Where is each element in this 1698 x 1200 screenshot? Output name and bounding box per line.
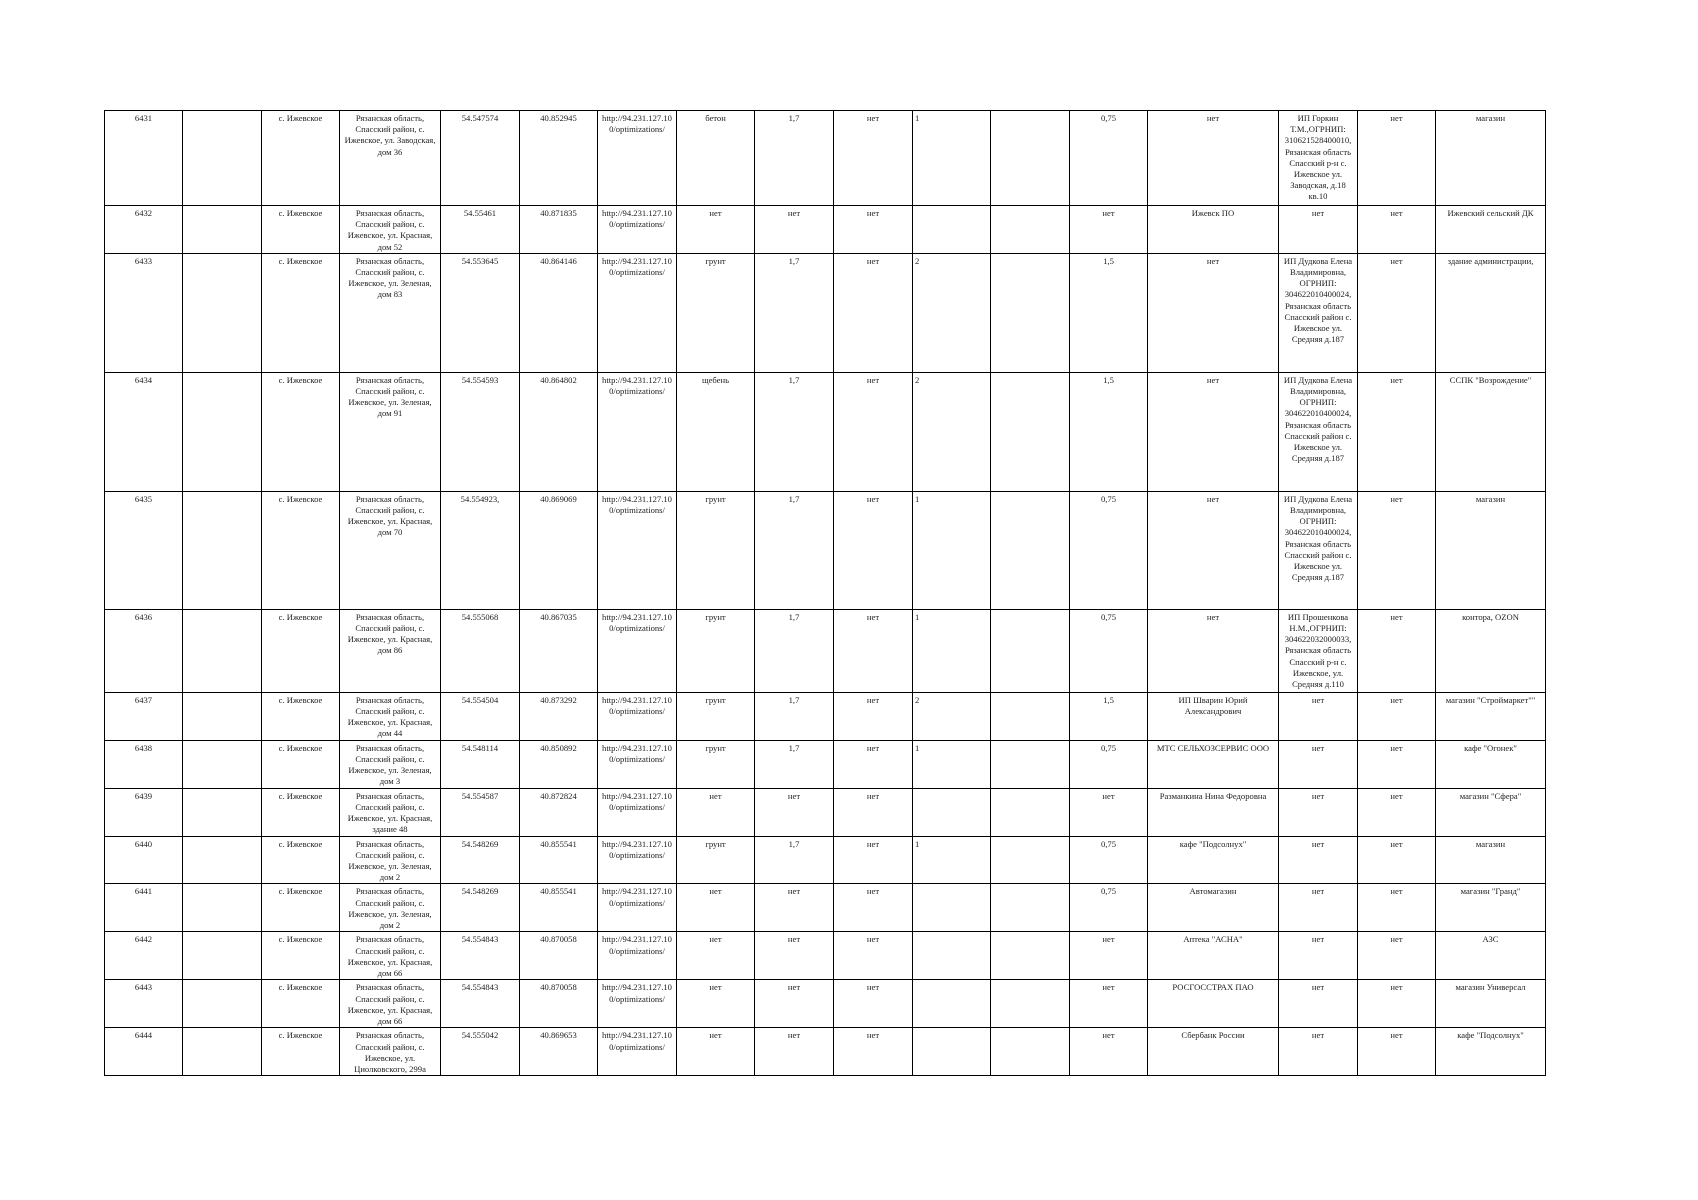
cell-id: 6440: [105, 836, 183, 884]
cell-address: Рязанская область, Спасский район, с. Ижевское, ул. Зеленая, дом 2: [340, 884, 441, 932]
cell-c1: [183, 932, 262, 980]
cell-c1: [183, 609, 262, 692]
cell-roof: нет: [834, 206, 913, 254]
cell-owner: нет: [1279, 740, 1358, 788]
cell-address: Рязанская область, Спасский район, с. Ижевское, ул. Красная, здание 48: [340, 788, 441, 836]
cell-c10: [991, 932, 1070, 980]
cell-c1: [183, 111, 262, 206]
cell-village: с. Ижевское: [262, 980, 340, 1028]
cell-owner: нет: [1279, 932, 1358, 980]
cell-count: 2: [913, 372, 991, 491]
cell-extra: нет: [1358, 980, 1436, 1028]
table-row: [105, 1028, 1546, 1076]
cell-owner: ИП Дудкова Елена Владимировна, ОГРНИП: 304622010400024, Рязанская область Спасский район с. Ижевское ул. Средняя д.187: [1279, 253, 1358, 372]
cell-area: 1,7: [755, 111, 834, 206]
cell-address: Рязанская область, Спасский район, с. Ижевское, ул. Красная, дом 52: [340, 206, 441, 254]
cell-lat: 54.553645: [441, 253, 520, 372]
cell-surface: бетон: [677, 111, 755, 206]
cell-roof: нет: [834, 1028, 913, 1076]
cell-count: 2: [913, 253, 991, 372]
cell-owner: нет: [1279, 206, 1358, 254]
cell-lon: 40.855541: [520, 836, 598, 884]
cell-extra: нет: [1358, 692, 1436, 740]
table-row: [105, 692, 1546, 740]
table-row: [105, 609, 1546, 692]
cell-volume: 0,75: [1070, 609, 1148, 692]
cell-address: Рязанская область, Спасский район, с. Ижевское, ул. Зеленая, дом 91: [340, 372, 441, 491]
cell-count: 1: [913, 740, 991, 788]
cell-lat: 54.554843: [441, 980, 520, 1028]
cell-separate: РОСГОССТРАХ ПАО: [1148, 980, 1279, 1028]
cell-area: 1,7: [755, 253, 834, 372]
cell-surface: грунт: [677, 609, 755, 692]
cell-lat: 54.547574: [441, 111, 520, 206]
cell-village: с. Ижевское: [262, 692, 340, 740]
cell-count: [913, 884, 991, 932]
cell-separate: Разманкина Нина Федоровна: [1148, 788, 1279, 836]
cell-separate: нет: [1148, 111, 1279, 206]
cell-address: Рязанская область, Спасский район, с. Ижевское, ул. Зеленая, дом 2: [340, 836, 441, 884]
cell-address: Рязанская область, Спасский район, с. Ижевское, ул. Красная, дом 66: [340, 932, 441, 980]
cell-lon: 40.870058: [520, 980, 598, 1028]
cell-owner: нет: [1279, 836, 1358, 884]
cell-id: 6438: [105, 740, 183, 788]
cell-village: с. Ижевское: [262, 111, 340, 206]
cell-id: 6434: [105, 372, 183, 491]
cell-lon: 40.873292: [520, 692, 598, 740]
cell-separate: кафе "Подсолнух": [1148, 836, 1279, 884]
cell-url: http://94.231.127.100/optimizations/: [598, 932, 677, 980]
cell-lat: 54.554587: [441, 788, 520, 836]
cell-count: 2: [913, 692, 991, 740]
cell-roof: нет: [834, 788, 913, 836]
cell-surface: грунт: [677, 740, 755, 788]
cell-url: http://94.231.127.100/optimizations/: [598, 836, 677, 884]
cell-url: http://94.231.127.100/optimizations/: [598, 740, 677, 788]
cell-volume: 0,75: [1070, 740, 1148, 788]
cell-count: [913, 788, 991, 836]
cell-c1: [183, 692, 262, 740]
cell-village: с. Ижевское: [262, 740, 340, 788]
table-row: [105, 884, 1546, 932]
cell-roof: нет: [834, 253, 913, 372]
cell-source: магазин: [1436, 111, 1546, 206]
cell-owner: ИП Дудкова Елена Владимировна, ОГРНИП: 304622010400024, Рязанская область Спасский район с. Ижевское ул. Средняя д.187: [1279, 372, 1358, 491]
cell-lat: 54.554504: [441, 692, 520, 740]
cell-volume: 0,75: [1070, 111, 1148, 206]
cell-c10: [991, 253, 1070, 372]
cell-lon: 40.852945: [520, 111, 598, 206]
cell-c1: [183, 884, 262, 932]
cell-area: нет: [755, 1028, 834, 1076]
cell-extra: нет: [1358, 884, 1436, 932]
table-row: [105, 372, 1546, 491]
table-row: [105, 980, 1546, 1028]
table-row: [105, 740, 1546, 788]
cell-roof: нет: [834, 692, 913, 740]
cell-lat: 54.548114: [441, 740, 520, 788]
cell-extra: нет: [1358, 609, 1436, 692]
cell-extra: нет: [1358, 1028, 1436, 1076]
cell-extra: нет: [1358, 932, 1436, 980]
cell-lon: 40.872824: [520, 788, 598, 836]
cell-count: [913, 980, 991, 1028]
cell-surface: грунт: [677, 253, 755, 372]
cell-count: [913, 206, 991, 254]
cell-c10: [991, 836, 1070, 884]
cell-extra: нет: [1358, 740, 1436, 788]
cell-volume: нет: [1070, 1028, 1148, 1076]
cell-separate: нет: [1148, 372, 1279, 491]
cell-source: кафе "Подсолнух": [1436, 1028, 1546, 1076]
cell-address: Рязанская область, Спасский район, с. Ижевское, ул. Циолковского, 299а: [340, 1028, 441, 1076]
cell-lat: 54.55461: [441, 206, 520, 254]
cell-roof: нет: [834, 980, 913, 1028]
cell-source: Ижевский сельский ДК: [1436, 206, 1546, 254]
cell-c1: [183, 740, 262, 788]
cell-lon: 40.869653: [520, 1028, 598, 1076]
cell-url: http://94.231.127.100/optimizations/: [598, 692, 677, 740]
cell-c10: [991, 206, 1070, 254]
cell-volume: 1,5: [1070, 253, 1148, 372]
cell-c1: [183, 836, 262, 884]
cell-c1: [183, 491, 262, 609]
cell-area: 1,7: [755, 491, 834, 609]
cell-id: 6435: [105, 491, 183, 609]
cell-owner: нет: [1279, 980, 1358, 1028]
cell-village: с. Ижевское: [262, 372, 340, 491]
cell-lat: 54.554593: [441, 372, 520, 491]
cell-roof: нет: [834, 609, 913, 692]
cell-c10: [991, 609, 1070, 692]
cell-village: с. Ижевское: [262, 491, 340, 609]
cell-volume: нет: [1070, 206, 1148, 254]
cell-lat: 54.554923,: [441, 491, 520, 609]
cell-surface: нет: [677, 206, 755, 254]
cell-area: 1,7: [755, 836, 834, 884]
cell-c10: [991, 692, 1070, 740]
cell-c10: [991, 111, 1070, 206]
cell-id: 6433: [105, 253, 183, 372]
cell-surface: нет: [677, 980, 755, 1028]
cell-area: нет: [755, 788, 834, 836]
cell-lon: 40.855541: [520, 884, 598, 932]
cell-lon: 40.871835: [520, 206, 598, 254]
cell-extra: нет: [1358, 836, 1436, 884]
table-row: [105, 253, 1546, 372]
cell-id: 6436: [105, 609, 183, 692]
cell-owner: ИП Прошенкова Н.М.,ОГРНИП: 304622032000033, Рязанская область Спасский р-н с. Ижевское, ул. Средняя д.110: [1279, 609, 1358, 692]
cell-count: 1: [913, 491, 991, 609]
cell-c1: [183, 788, 262, 836]
cell-area: нет: [755, 884, 834, 932]
cell-surface: щебень: [677, 372, 755, 491]
cell-lat: 54.548269: [441, 836, 520, 884]
cell-id: 6431: [105, 111, 183, 206]
table-row: [105, 111, 1546, 206]
cell-address: Рязанская область, Спасский район, с. Ижевское, ул. Зеленая, дом 83: [340, 253, 441, 372]
cell-separate: Автомагазин: [1148, 884, 1279, 932]
cell-owner: ИП Горкин Т.М.,ОГРНИП: 310621528400010, Рязанская область Спасский р-н с. Ижевское ул. Заводская, д.18 кв.10: [1279, 111, 1358, 206]
cell-separate: нет: [1148, 491, 1279, 609]
cell-roof: нет: [834, 372, 913, 491]
cell-source: магазин "Сфера": [1436, 788, 1546, 836]
cell-village: с. Ижевское: [262, 788, 340, 836]
cell-source: АЗС: [1436, 932, 1546, 980]
cell-c10: [991, 884, 1070, 932]
cell-area: 1,7: [755, 740, 834, 788]
cell-c1: [183, 206, 262, 254]
cell-owner: нет: [1279, 884, 1358, 932]
cell-separate: нет: [1148, 609, 1279, 692]
cell-village: с. Ижевское: [262, 836, 340, 884]
cell-address: Рязанская область, Спасский район, с. Ижевское, ул. Красная, дом 70: [340, 491, 441, 609]
cell-area: нет: [755, 980, 834, 1028]
cell-c1: [183, 372, 262, 491]
cell-url: http://94.231.127.100/optimizations/: [598, 609, 677, 692]
cell-village: с. Ижевское: [262, 206, 340, 254]
cell-separate: МТС СЕЛЬХОЗСЕРВИС ООО: [1148, 740, 1279, 788]
cell-surface: нет: [677, 932, 755, 980]
cell-source: магазин "Строймаркет"": [1436, 692, 1546, 740]
cell-id: 6444: [105, 1028, 183, 1076]
cell-village: с. Ижевское: [262, 609, 340, 692]
cell-surface: нет: [677, 884, 755, 932]
cell-surface: нет: [677, 788, 755, 836]
cell-url: http://94.231.127.100/optimizations/: [598, 980, 677, 1028]
table-row: [105, 836, 1546, 884]
cell-address: Рязанская область, Спасский район, с. Ижевское, ул. Зеленая, дом 3: [340, 740, 441, 788]
cell-area: 1,7: [755, 692, 834, 740]
cell-source: магазин: [1436, 491, 1546, 609]
cell-extra: нет: [1358, 111, 1436, 206]
cell-surface: грунт: [677, 836, 755, 884]
cell-count: 1: [913, 111, 991, 206]
cell-roof: нет: [834, 932, 913, 980]
cell-area: нет: [755, 932, 834, 980]
cell-c10: [991, 1028, 1070, 1076]
cell-url: http://94.231.127.100/optimizations/: [598, 206, 677, 254]
cell-separate: Аптека "АСНА": [1148, 932, 1279, 980]
cell-volume: 0,75: [1070, 884, 1148, 932]
cell-area: нет: [755, 206, 834, 254]
cell-address: Рязанская область, Спасский район, с. Ижевское, ул. Красная, дом 66: [340, 980, 441, 1028]
cell-owner: нет: [1279, 1028, 1358, 1076]
cell-lon: 40.867035: [520, 609, 598, 692]
cell-separate: нет: [1148, 253, 1279, 372]
registry-table: [104, 110, 1546, 1076]
cell-address: Рязанская область, Спасский район, с. Ижевское, ул. Красная, дом 86: [340, 609, 441, 692]
cell-url: http://94.231.127.100/optimizations/: [598, 884, 677, 932]
cell-village: с. Ижевское: [262, 1028, 340, 1076]
cell-c1: [183, 1028, 262, 1076]
cell-roof: нет: [834, 884, 913, 932]
cell-c10: [991, 788, 1070, 836]
cell-count: [913, 1028, 991, 1076]
cell-count: 1: [913, 609, 991, 692]
cell-village: с. Ижевское: [262, 884, 340, 932]
cell-lat: 54.548269: [441, 884, 520, 932]
cell-c10: [991, 740, 1070, 788]
cell-url: http://94.231.127.100/optimizations/: [598, 1028, 677, 1076]
cell-address: Рязанская область, Спасский район, с. Ижевское, ул. Красная, дом 44: [340, 692, 441, 740]
cell-volume: нет: [1070, 932, 1148, 980]
cell-lon: 40.864802: [520, 372, 598, 491]
cell-source: ССПК "Возрождение": [1436, 372, 1546, 491]
cell-id: 6439: [105, 788, 183, 836]
cell-c10: [991, 372, 1070, 491]
cell-surface: грунт: [677, 491, 755, 609]
cell-surface: нет: [677, 1028, 755, 1076]
cell-source: контора, OZON: [1436, 609, 1546, 692]
cell-url: http://94.231.127.100/optimizations/: [598, 491, 677, 609]
cell-lon: 40.870058: [520, 932, 598, 980]
cell-id: 6437: [105, 692, 183, 740]
cell-volume: 1,5: [1070, 692, 1148, 740]
cell-url: http://94.231.127.100/optimizations/: [598, 253, 677, 372]
cell-c1: [183, 980, 262, 1028]
cell-count: [913, 932, 991, 980]
cell-separate: Ижевск ПО: [1148, 206, 1279, 254]
cell-roof: нет: [834, 740, 913, 788]
cell-surface: грунт: [677, 692, 755, 740]
table-row: [105, 932, 1546, 980]
cell-volume: 0,75: [1070, 491, 1148, 609]
cell-extra: нет: [1358, 253, 1436, 372]
cell-village: с. Ижевское: [262, 932, 340, 980]
cell-village: с. Ижевское: [262, 253, 340, 372]
cell-lat: 54.554843: [441, 932, 520, 980]
cell-lat: 54.555042: [441, 1028, 520, 1076]
cell-volume: нет: [1070, 788, 1148, 836]
cell-id: 6443: [105, 980, 183, 1028]
cell-lon: 40.869069: [520, 491, 598, 609]
table-row: [105, 788, 1546, 836]
cell-id: 6441: [105, 884, 183, 932]
cell-c10: [991, 980, 1070, 1028]
cell-id: 6432: [105, 206, 183, 254]
cell-url: http://94.231.127.100/optimizations/: [598, 111, 677, 206]
cell-roof: нет: [834, 836, 913, 884]
cell-extra: нет: [1358, 491, 1436, 609]
cell-source: магазин Универсал: [1436, 980, 1546, 1028]
cell-address: Рязанская область, Спасский район, с. Ижевское, ул. Заводская, дом 36: [340, 111, 441, 206]
cell-roof: нет: [834, 111, 913, 206]
cell-area: 1,7: [755, 372, 834, 491]
cell-extra: нет: [1358, 788, 1436, 836]
cell-roof: нет: [834, 491, 913, 609]
cell-url: http://94.231.127.100/optimizations/: [598, 788, 677, 836]
table-row: [105, 206, 1546, 254]
cell-id: 6442: [105, 932, 183, 980]
cell-lon: 40.850892: [520, 740, 598, 788]
cell-owner: ИП Дудкова Елена Владимировна, ОГРНИП: 304622010400024, Рязанская область Спасский район с. Ижевское ул. Средняя д.187: [1279, 491, 1358, 609]
cell-area: 1,7: [755, 609, 834, 692]
cell-owner: нет: [1279, 788, 1358, 836]
table-row: [105, 491, 1546, 609]
cell-separate: Сбербанк России: [1148, 1028, 1279, 1076]
cell-lon: 40.864146: [520, 253, 598, 372]
cell-volume: 0,75: [1070, 836, 1148, 884]
cell-extra: нет: [1358, 372, 1436, 491]
cell-source: здание администрации,: [1436, 253, 1546, 372]
cell-url: http://94.231.127.100/optimizations/: [598, 372, 677, 491]
cell-count: 1: [913, 836, 991, 884]
cell-c1: [183, 253, 262, 372]
cell-volume: 1,5: [1070, 372, 1148, 491]
cell-source: магазин: [1436, 836, 1546, 884]
cell-c10: [991, 491, 1070, 609]
cell-separate: ИП Шварин Юрий Александрович: [1148, 692, 1279, 740]
cell-owner: нет: [1279, 692, 1358, 740]
cell-lat: 54.555068: [441, 609, 520, 692]
cell-extra: нет: [1358, 206, 1436, 254]
cell-volume: нет: [1070, 980, 1148, 1028]
cell-source: кафе "Огонек": [1436, 740, 1546, 788]
cell-source: магазин "Гранд": [1436, 884, 1546, 932]
